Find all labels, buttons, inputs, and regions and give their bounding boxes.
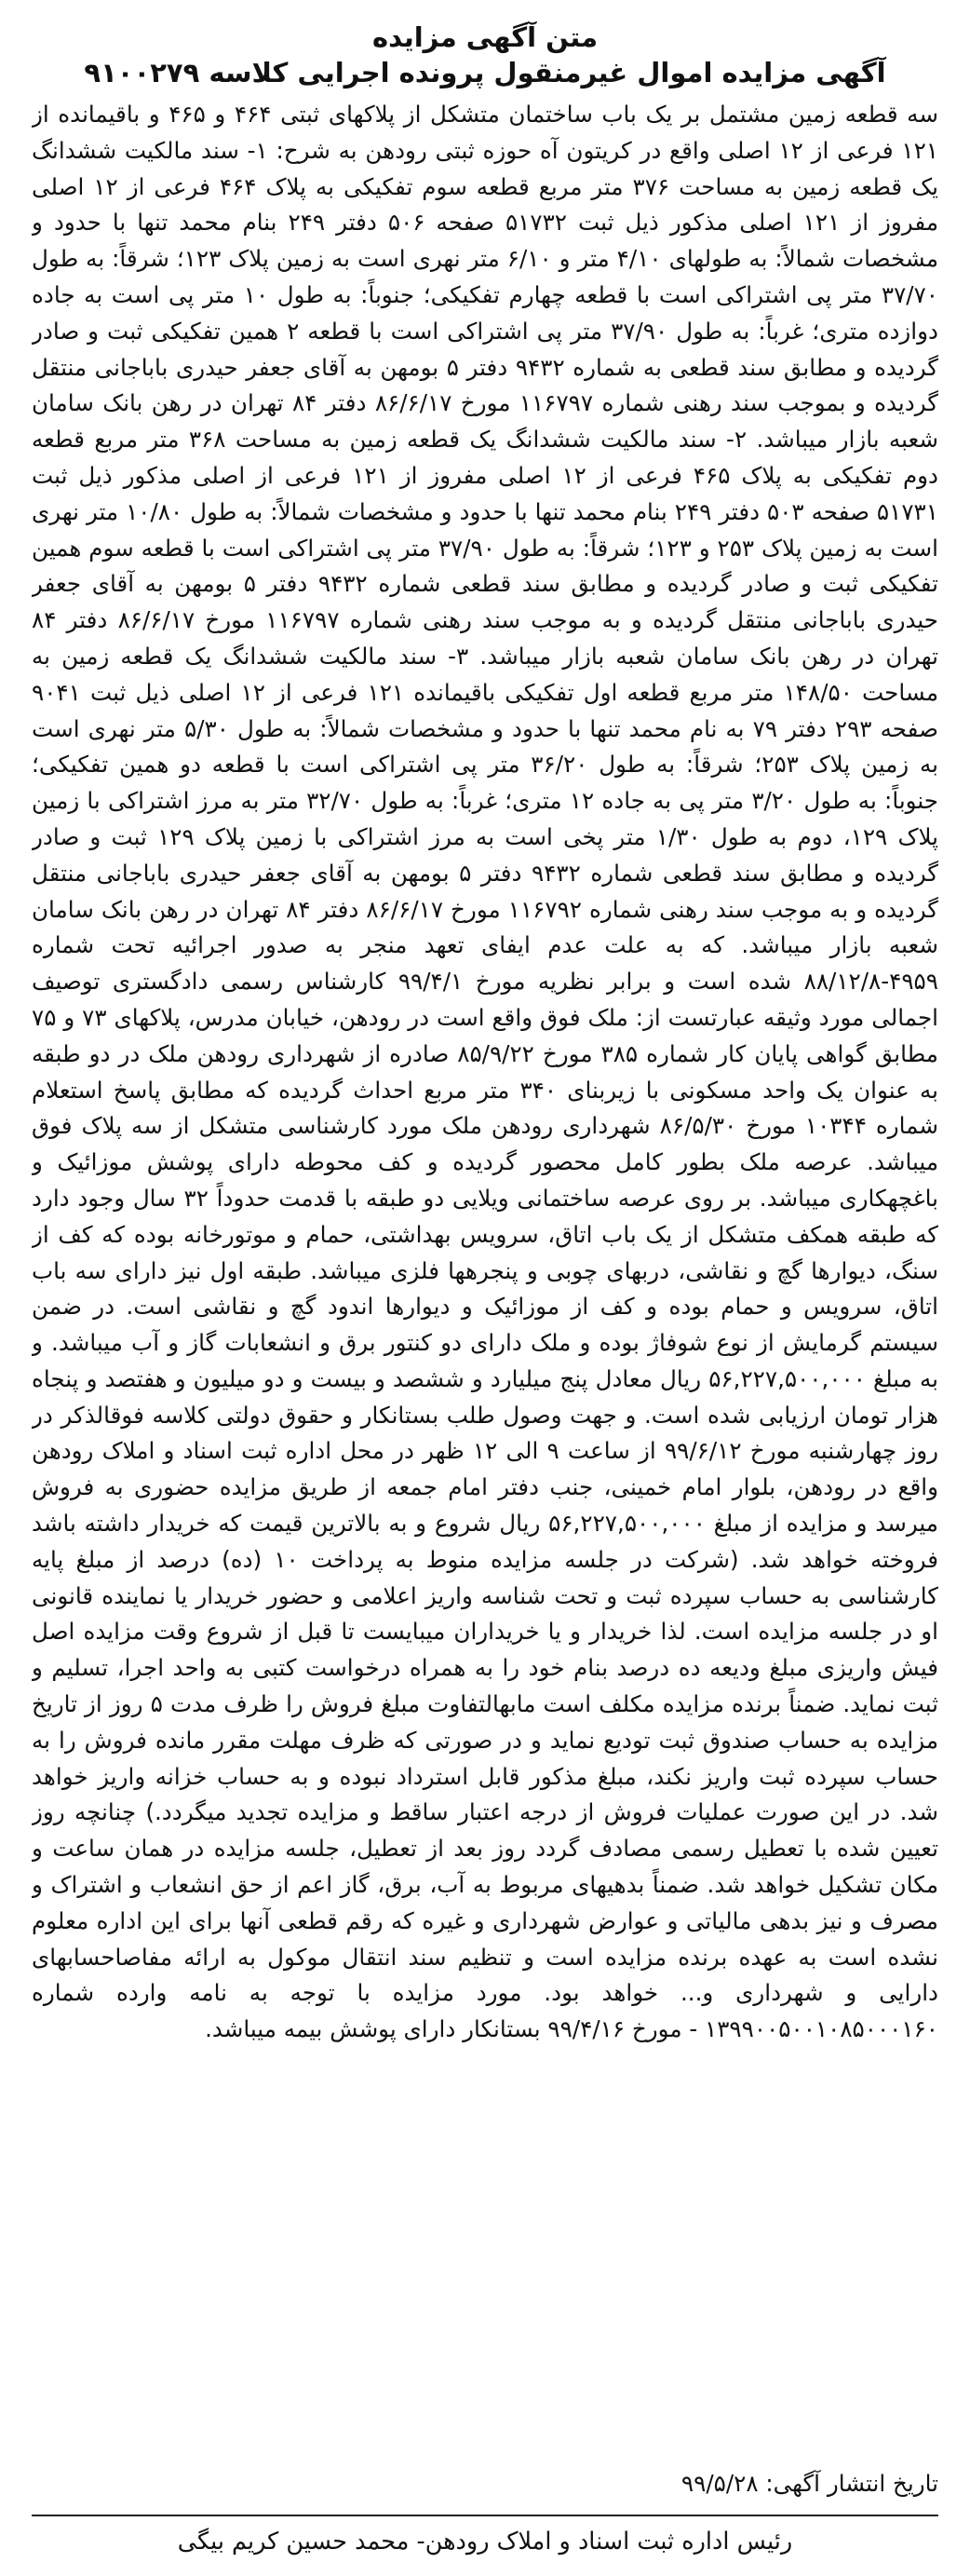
notice-title: متن آگهی مزایده bbox=[371, 21, 599, 53]
publish-date: تاریخ انتشار آگهی: ۹۹/۵/۲۸ bbox=[680, 2470, 938, 2497]
signature-line: رئیس اداره ثبت اسناد و املاک رودهن- محمد حسین کریم بیگی bbox=[177, 2528, 793, 2556]
notice-body: سه قطعه زمین مشتمل بر یک باب ساختمان متشکل از پلاکهای ثبتی ۴۶۴ و ۴۶۵ و باقیمانده از ۱۲۱ فرعی از ۱۲ اصلی واقع در کریتون آه حوزه ثبتی رودهن به شرح: ۱- سند مالکیت ششدانگ یک قطعه زمین به مساحت ۳۷۶ متر مربع قطعه سوم تفکیکی به پلاک ۴۶۴ فرعی از ۱۲ اصلی مفروز از ۱۲۱ اصلی مذکور ذیل ثبت ۵۱۷۳۲ صفحه ۵۰۶ دفتر ۲۴۹ بنام محمد تنها با حدود و مشخصات شمالاً: به طولهای ۴/۱۰ متر و ۶/۱۰ متر نهری است به زمین پلاک ۱۲۳؛ شرقاً: به طول ۳۷/۷۰ متر پی اشتراکی است با قطعه چهارم تفکیکی؛ جنوباً: به طول ۱۰ متر پی است به جاده دوازده متری؛ غرباً: به طول ۳۷/۹۰ متر پی اشتراکی است با قطعه ۲ همین تفکیکی ثبت و صادر گردیده و مطابق سند قطعی به شماره ۹۴۳۲ دفتر ۵ بومهن به آقای جعفر حیدری باباجانی منتقل گردیده و بموجب سند رهنی شماره ۱۱۶۷۹۷ مورخ ۸۶/۶/۱۷ دفتر ۸۴ تهران در رهن بانک سامان شعبه بازار میباشد. ۲- سند مالکیت ششدانگ یک قطعه زمین به مساحت ۳۶۸ متر مربع قطعه دوم تفکیکی به پلاک ۴۶۵ فرعی از ۱۲ اصلی مفروز از ۱۲۱ فرعی از اصلی مذکور ذیل ثبت ۵۱۷۳۱ صفحه ۵۰۳ دفتر ۲۴۹ بنام محمد تنها با حدود و مشخصات شمالاً: به طول ۱۰/۸۰ متر نهری است به زمین پلاک ۲۵۳ و ۱۲۳؛ شرقاً: به طول ۳۷/۹۰ متر پی اشتراکی است با قطعه سوم همین تفکیکی ثبت و صادر گردیده و مطابق سند قطعی شماره ۹۴۳۲ دفتر ۵ بومهن به آقای جعفر حیدری باباجانی منتقل گردیده و به موجب سند رهنی شماره ۱۱۶۷۹۷ مورخ ۸۶/۶/۱۷ دفتر ۸۴ تهران در رهن بانک سامان شعبه بازار میباشد. ۳- سند مالکیت ششدانگ یک قطعه زمین به مساحت ۱۴۸/۵۰ متر مربع قطعه اول تفکیکی باقیمانده ۱۲۱ فرعی از ۱۲ اصلی ذیل ثبت ۹۰۴۱ صفحه ۲۹۳ دفتر ۷۹ به نام محمد تنها با حدود و مشخصات شمالاً: به طول ۵/۳۰ متر نهری است به زمین پلاک ۲۵۳؛ شرقاً: به طول ۳۶/۲۰ متر پی اشتراکی است با قطعه دو همین تفکیکی؛ جنوباً: به طول ۳/۲۰ متر پی به جاده ۱۲ متری؛ غرباً: به طول ۳۲/۷۰ متر به مرز اشتراکی با زمین پلاک ۱۲۹، دوم به طول ۱/۳۰ متر پخی است به مرز اشتراکی با زمین پلاک ۱۲۹ ثبت و صادر گردیده و مطابق سند قطعی شماره ۹۴۳۲ دفتر ۵ بومهن به آقای جعفر حیدری باباجانی منتقل گردیده و به موجب سند رهنی شماره ۱۱۶۷۹۲ مورخ ۸۶/۶/۱۷ دفتر ۸۴ تهران در رهن بانک سامان شعبه بازار میباشد. که به علت عدم ایفای تعهد منجر به صدور اجرائیه تحت شماره ۴۹۵۹-۸۸/۱۲/۸ شده است و برابر نظریه مورخ ۹۹/۴/۱ کارشناس رسمی دادگستری توصیف اجمالی مورد وثیقه عبارتست از: ملک فوق واقع است در رودهن، خیابان مدرس، پلاکهای ۷۳ و ۷۵ مطابق گواهی پایان کار شماره ۳۸۵ مورخ ۸۵/۹/۲۲ صادره از شهرداری رودهن ملک در دو طبقه به عنوان یک واحد مسکونی با زیربنای ۳۴۰ متر مربع احداث گردیده که مطابق پاسخ استعلام شماره ۱۰۳۴۴ مورخ ۸۶/۵/۳۰ شهرداری رودهن ملک مورد کارشناسی متشکل از سه پلاک فوق میباشد. عرصه ملک بطور کامل محصور گردیده و کف محوطه دارای پوشش موزائیک و باغچهکاری میباشد. بر روی عرصه ساختمانی ویلایی دو طبقه با قدمت حدوداً ۳۲ سال وجود دارد که طبقه همکف متشکل از یک باب اتاق، سرویس بهداشتی، حمام و موتورخانه بوده که کف از سنگ، دیوارها گچ و نقاشی، دربهای چوبی و پنجرهها فلزی میباشد. طبقه اول نیز دارای سه باب اتاق، سرویس و حمام بوده و کف از موزائیک و دیوارها اندود گچ و نقاشی است. در ضمن سیستم گرمایش از نوع شوفاژ بوده و ملک دارای دو کنتور برق و انشعابات گاز و آب میباشد. و به مبلغ ۵۶,۲۲۷,۵۰۰,۰۰۰ ریال معادل پنج میلیارد و ششصد و بیست و دو میلیون و هفتصد و پنجاه هزار تومان ارزیابی شده است. و جهت وصول طلب بستانکار و حقوق دولتی کلاسه فوقالذکر در روز چهارشنبه مورخ ۹۹/۶/۱۲ از ساعت ۹ الی ۱۲ ظهر در محل اداره ثبت اسناد و املاک رودهن واقع در رودهن، بلوار امام خمینی، جنب دفتر امام جمعه از طریق مزایده حضوری به فروش میرسد و مزایده از مبلغ ۵۶,۲۲۷,۵۰۰,۰۰۰ ریال شروع و به بالاترین قیمت که خریدار داشته باشد فروخته خواهد شد. (شرکت در جلسه مزایده منوط به پرداخت ۱۰ (ده) درصد از مبلغ پایه کارشناسی به حساب سپرده ثبت و تحت شناسه واریز اعلامی و حضور خریدار یا نماینده قانونی او در جلسه مزایده است. لذا خریدار و یا خریداران میبایست تا قبل از شروع وقت مزایده اصل فیش واریزی مبلغ ودیعه ده درصد بنام خود را به همراه درخواست کتبی به واحد اجرا، تسلیم و ثبت نماید. ضمناً برنده مزایده مکلف است مابهالتفاوت مبلغ فروش را ظرف مدت ۵ روز از تاریخ مزایده به حساب صندوق ثبت تودیع نماید و در صورتی که ظرف مهلت مقرر مانده فروش را به حساب سپرده ثبت واریز نکند، مبلغ مذکور قابل استرداد نبوده و به حساب خزانه واریز خواهد شد. در این صورت عملیات فروش از درجه اعتبار ساقط و مزایده تجدید میگردد.) چنانچه روز تعیین شده با تعطیل رسمی مصادف گردد روز بعد از تعطیل، جلسه مزایده در همان ساعت و مکان تشکیل خواهد شد. ضمناً بدهیهای مربوط به آب، برق، گاز اعم از حق انشعاب و اشتراک و مصرف و نیز بدهی مالیاتی و عوارض شهرداری و غیره که رقم قطعی آنها برای این اداره معلوم نشده است به عهده برنده مزایده است و تنظیم سند انتقال موکول به ارائه مفاصاحسابهای دارایی و شهرداری و... خواهد بود. مورد مزایده با توجه به نامه وارده شماره ۱۳۹۹۰۰۵۰۰۱۰۸۵۰۰۰۱۶۰ - مورخ ۹۹/۴/۱۶ بستانکار دارای پوشش بیمه میباشد. bbox=[32, 101, 938, 2043]
divider bbox=[32, 2515, 938, 2516]
notice-subtitle: آگهی مزایده اموال غیرمنقول پرونده اجرایی کلاسه ۹۱۰۰۲۷۹ bbox=[84, 57, 886, 88]
